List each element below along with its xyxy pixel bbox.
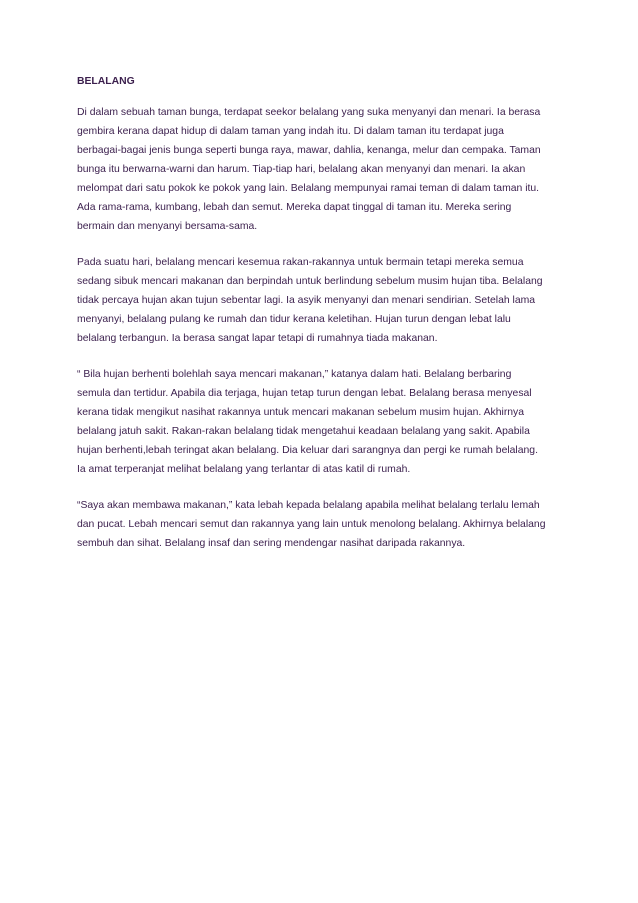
- document-content: [77, 72, 577, 570]
- paragraph-line: hujan berhenti,lebah teringat akan belalang. Dia keluar dari sarangnya dan pergi ke rumah belalang.: [77, 445, 538, 456]
- paragraph-line: Pada suatu hari, belalang mencari kesemua rakan-rakannya untuk bermain tetapi mereka semua: [77, 257, 524, 268]
- paragraph-line: sedang sibuk mencari makanan dan berpindah untuk berlindung sebelum musim hujan tiba. Belalang: [77, 276, 543, 287]
- paragraph-line: belalang jatuh sakit. Rakan-rakan belalang tidak mengetahui keadaan belalang yang sakit. Apabila: [77, 426, 530, 437]
- paragraph-line: “Saya akan membawa makanan,” kata lebah kepada belalang apabila melihat belalang terlalu lemah: [77, 500, 540, 511]
- paragraph-2: [77, 253, 577, 348]
- paragraph-line: “ Bila hujan berhenti bolehlah saya mencari makanan,” katanya dalam hati. Belalang berbaring: [77, 369, 512, 380]
- paragraph-3: [77, 365, 577, 479]
- paragraph-line: menyanyi, belalang pulang ke rumah dan tidur kerana keletihan. Hujan turun dengan lebat lalu: [77, 314, 511, 325]
- paragraph-line: Ia amat terperanjat melihat belalang yang terlantar di atas katil di rumah.: [77, 464, 411, 475]
- paragraph-line: dan pucat. Lebah mencari semut dan rakannya yang lain untuk menolong belalang. Akhirnya belalang: [77, 519, 546, 530]
- paragraph-line: Di dalam sebuah taman bunga, terdapat seekor belalang yang suka menyanyi dan menari. Ia berasa: [77, 107, 541, 118]
- paragraph-line: bermain dan menyanyi bersama-sama.: [77, 221, 258, 232]
- paragraph-line: gembira kerana dapat hidup di dalam taman yang indah itu. Di dalam taman itu terdapat juga: [77, 126, 504, 137]
- paragraph-line: belalang terbangun. Ia berasa sangat lapar tetapi di rumahnya tiada makanan.: [77, 333, 438, 344]
- paragraph-line: melompat dari satu pokok ke pokok yang lain. Belalang mempunyai ramai teman di dalam taman itu.: [77, 183, 540, 194]
- document-title: BELALANG: [77, 76, 135, 87]
- paragraph-4: [77, 496, 577, 553]
- paragraph-line: bunga itu berwarna-warni dan harum. Tiap-tiap hari, belalang akan menyanyi dan menari. Ia akan: [77, 164, 526, 175]
- paragraph-line: kerana tidak mengikut nasihat rakannya untuk mencari makanan sebelum musim hujan. Akhirnya: [77, 407, 525, 418]
- paragraph-line: semula dan tertidur. Apabila dia terjaga, hujan tetap turun dengan lebat. Belalang berasa menyesal: [77, 388, 532, 399]
- paragraph-line: sembuh dan sihat. Belalang insaf dan sering mendengar nasihat daripada rakannya.: [77, 538, 466, 549]
- paragraph-1: [77, 103, 577, 236]
- paragraph-line: Ada rama-rama, kumbang, lebah dan semut. Mereka dapat tinggal di taman itu. Mereka sering: [77, 202, 512, 213]
- paragraph-line: tidak percaya hujan akan tujun sebentar lagi. Ia asyik menyanyi dan menari sendirian. Setelah lama: [77, 295, 536, 306]
- paragraph-line: berbagai-bagai jenis bunga seperti bunga raya, mawar, dahlia, kenanga, melur dan cempaka. Taman: [77, 145, 541, 156]
